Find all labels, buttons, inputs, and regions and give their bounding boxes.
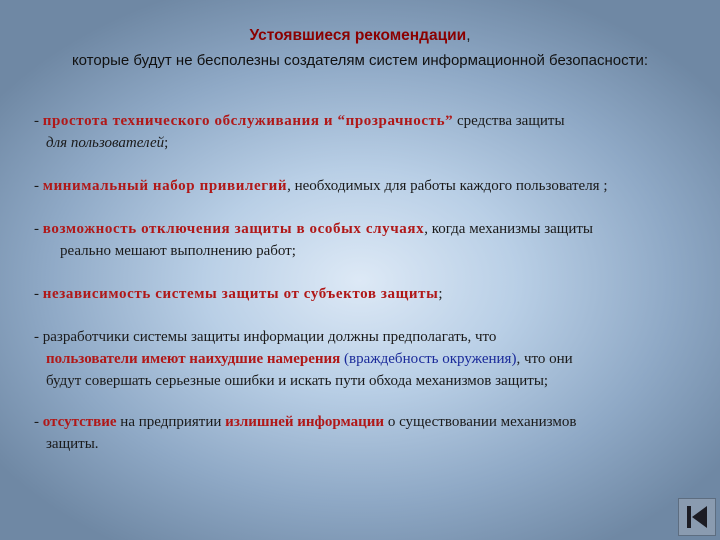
item-text: , что они — [516, 351, 573, 367]
highlight-text: отсутствие — [42, 414, 117, 430]
item-line — [34, 175, 714, 197]
item-line — [34, 218, 714, 240]
item-text: средства защиты — [453, 113, 565, 129]
slide-title-text: Устоявшиеся рекомендации — [249, 27, 467, 44]
item-text: , необходимых для работы каждого пользователя ; — [287, 178, 608, 194]
item-line — [34, 283, 714, 305]
item-text: , когда механизмы защиты — [424, 221, 593, 237]
blue-text: (враждебность окружения) — [344, 351, 517, 367]
slide-title — [0, 27, 720, 45]
recommendation-item — [34, 218, 714, 262]
recommendation-item — [34, 110, 714, 154]
item-line: реально мешают выполнению работ; — [60, 243, 296, 259]
bullet-dash: - — [34, 113, 43, 129]
italic-text: для пользователей — [46, 135, 165, 151]
item-line: - разработчики системы защиты информации должны предполагать, что — [34, 329, 497, 345]
item-line — [34, 411, 714, 433]
bullet-dash: - — [34, 286, 43, 302]
item-line: защиты. — [46, 436, 99, 452]
item-text: ; — [438, 286, 443, 302]
first-slide-button[interactable] — [678, 498, 716, 536]
recommendation-item — [34, 175, 714, 197]
recommendation-item — [34, 411, 714, 455]
item-text: о существовании механизмов — [384, 414, 577, 430]
item-text: на предприятии — [116, 414, 226, 430]
highlight-text: минимальный набор привилегий — [42, 178, 288, 194]
highlight-text: пользователи имеют наихудшие намерения — [46, 351, 341, 367]
recommendation-item — [34, 326, 714, 392]
item-line: будут совершать серьезные ошибки и искать пути обхода механизмов защиты; — [46, 373, 549, 389]
slide-subtitle: которые будут не бесполезны создателям систем информационной безопасности: — [71, 52, 649, 69]
bullet-dash: - — [34, 414, 43, 430]
bullet-dash: - — [34, 178, 43, 194]
highlight-text: независимость системы защиты от субъектов защиты — [42, 286, 439, 302]
highlight-text: простота технического обслуживания и “прозрачность” — [42, 113, 454, 129]
recommendation-item — [34, 283, 714, 305]
highlight-text: излишней информации — [225, 414, 385, 430]
bullet-dash: - — [34, 221, 43, 237]
item-line — [34, 110, 714, 132]
item-line — [34, 132, 714, 154]
slide-title-comma: , — [466, 27, 471, 44]
item-text: ; — [164, 135, 169, 151]
highlight-text: возможность отключения защиты в особых случаях — [42, 221, 425, 237]
skip-to-start-icon — [685, 504, 709, 530]
item-line — [34, 348, 714, 370]
